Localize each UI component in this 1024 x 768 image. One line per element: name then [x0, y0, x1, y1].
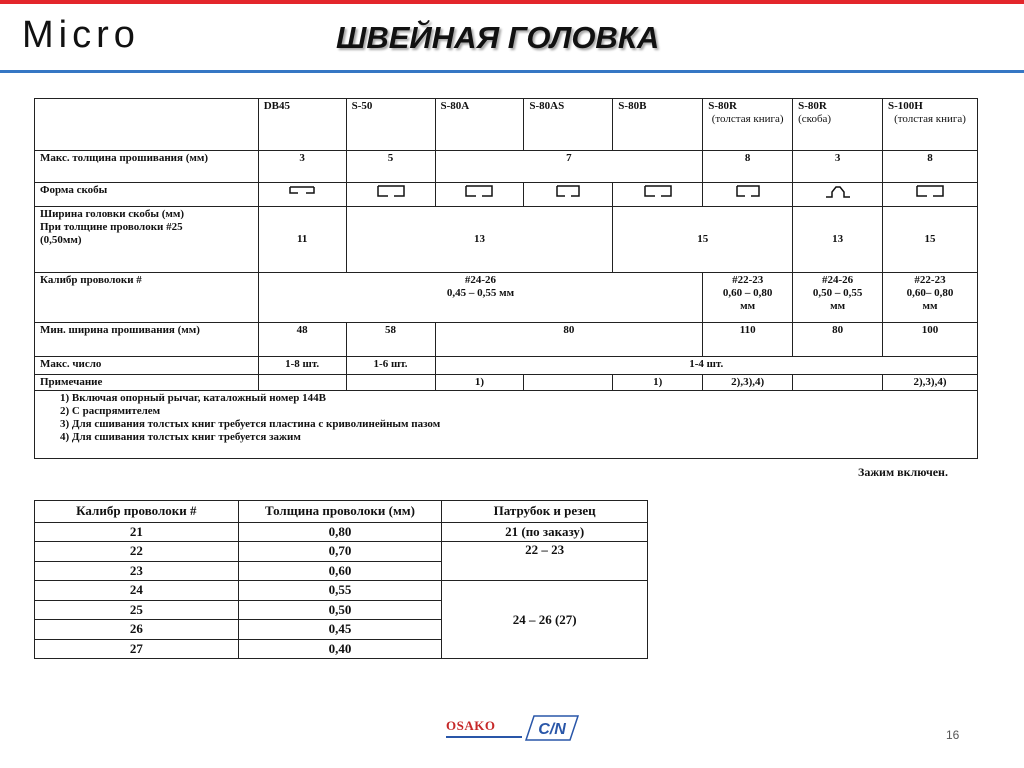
table-row: [35, 542, 648, 562]
table-cell: 2),3),4): [703, 375, 793, 391]
header-empty-cell: [35, 99, 259, 151]
table-cell: [258, 375, 346, 391]
page-title: ШВЕЙНАЯ ГОЛОВКА: [336, 20, 660, 55]
table-cell: 0,70: [238, 542, 442, 562]
footnotes: [35, 391, 978, 459]
cn-logo-icon: [524, 714, 580, 742]
table-cell: #22-23 0,60– 0,80 мм: [883, 273, 978, 323]
model-header: S-80AS: [524, 99, 613, 151]
row-label: Макс. число: [35, 357, 259, 375]
model-header: S-50: [346, 99, 435, 151]
table-cell: [793, 375, 883, 391]
staple-crown-icon: [613, 183, 703, 207]
table-cell: 1-8 шт.: [258, 357, 346, 375]
model-header: S-80A: [435, 99, 524, 151]
table-cell: 25: [35, 600, 239, 620]
spec-table: [34, 98, 978, 459]
table-cell: 100: [883, 323, 978, 357]
table-row: [35, 581, 648, 601]
table-cell: 0,45: [238, 620, 442, 640]
model-header: S-100H (толстая книга): [883, 99, 978, 151]
table-cell: 3: [258, 151, 346, 183]
table-cell: 13: [793, 207, 883, 273]
row-label: Ширина головки скобы (мм) При толщине проволоки #25 (0,50мм): [35, 207, 259, 273]
model-header: DB45: [258, 99, 346, 151]
table-cell: 1): [435, 375, 524, 391]
staple-crown-icon: [435, 183, 524, 207]
table-cell: 11: [258, 207, 346, 273]
footnote: 1) Включая опорный рычаг, каталожный номер 144В: [60, 392, 326, 404]
table-cell: 24: [35, 581, 239, 601]
table-cell: 21: [35, 522, 239, 542]
table-cell: 24 – 26 (27): [442, 581, 648, 659]
footnote: 2) С распрямителем: [60, 405, 161, 417]
table-cell: 0,50: [238, 600, 442, 620]
table-header-row: [35, 501, 648, 523]
staple-crown-icon: [524, 183, 613, 207]
table-cell: 80: [435, 323, 703, 357]
model-header: S-80R (толстая книга): [703, 99, 793, 151]
table-cell: 7: [435, 151, 703, 183]
page-number: 16: [946, 728, 960, 742]
gauge-table: [34, 500, 648, 659]
table-cell: 8: [703, 151, 793, 183]
table-row: [35, 323, 978, 357]
row-label: Мин. ширина прошивания (мм): [35, 323, 259, 357]
table-row: [35, 375, 978, 391]
table-row: [35, 207, 978, 273]
model-header: S-80R (скоба): [793, 99, 883, 151]
table-cell: #22-23 0,60 – 0,80 мм: [703, 273, 793, 323]
table-cell: 0,80: [238, 522, 442, 542]
table-cell: 0,60: [238, 561, 442, 581]
table-cell: 1-6 шт.: [346, 357, 435, 375]
table-cell: 80: [793, 323, 883, 357]
table-cell: 0,40: [238, 639, 442, 659]
header-divider: [0, 70, 1024, 73]
table-cell: 48: [258, 323, 346, 357]
model-header: S-80B: [613, 99, 703, 151]
staple-crown-icon: [883, 183, 978, 207]
staple-crown-icon: [703, 183, 793, 207]
table-row: [35, 183, 978, 207]
staple-flat-icon: [258, 183, 346, 207]
table-row: [35, 391, 978, 459]
svg-text:C/N: C/N: [538, 721, 566, 738]
column-header: Толщина проволоки (мм): [238, 501, 442, 523]
staple-crown-icon: [346, 183, 435, 207]
table-cell: 22 – 23: [442, 542, 648, 581]
table-row: [35, 273, 978, 323]
table-cell: [346, 375, 435, 391]
table-cell: [524, 375, 613, 391]
footnote: 3) Для сшивания толстых книг требуется пластина с криволинейным пазом: [60, 418, 441, 430]
clamp-note: Зажим включен.: [858, 465, 948, 479]
brand-title: Micro: [22, 14, 140, 56]
table-cell: 58: [346, 323, 435, 357]
table-cell: 23: [35, 561, 239, 581]
table-cell: #24-26 0,50 – 0,55 мм: [793, 273, 883, 323]
table-cell: 1): [613, 375, 703, 391]
top-accent-bar: [0, 0, 1024, 4]
logo-text: OSAKO: [446, 718, 496, 733]
row-label: Калибр проволоки #: [35, 273, 259, 323]
table-cell: 3: [793, 151, 883, 183]
table-cell: 22: [35, 542, 239, 562]
table-cell: 8: [883, 151, 978, 183]
footnote: 4) Для сшивания толстых книг требуется зажим: [60, 431, 301, 443]
staple-omega-icon: [793, 183, 883, 207]
row-label: Форма скобы: [35, 183, 259, 207]
osako-logo: [446, 714, 580, 742]
table-cell: 26: [35, 620, 239, 640]
table-row: [35, 99, 978, 151]
logo-underline: [446, 736, 522, 738]
table-cell: 0,55: [238, 581, 442, 601]
column-header: Патрубок и резец: [442, 501, 648, 523]
table-cell: 15: [613, 207, 793, 273]
row-label: Примечание: [35, 375, 259, 391]
table-cell: 15: [883, 207, 978, 273]
column-header: Калибр проволоки #: [35, 501, 239, 523]
table-cell: 5: [346, 151, 435, 183]
table-row: [35, 357, 978, 375]
table-row: [35, 151, 978, 183]
table-cell: #24-26 0,45 – 0,55 мм: [258, 273, 703, 323]
table-cell: 110: [703, 323, 793, 357]
table-cell: 2),3),4): [883, 375, 978, 391]
table-cell: 1-4 шт.: [435, 357, 978, 375]
table-cell: 13: [346, 207, 613, 273]
table-cell: 21 (по заказу): [442, 522, 648, 542]
table-row: [35, 522, 648, 542]
row-label: Макс. толщина прошивания (мм): [35, 151, 259, 183]
table-cell: 27: [35, 639, 239, 659]
